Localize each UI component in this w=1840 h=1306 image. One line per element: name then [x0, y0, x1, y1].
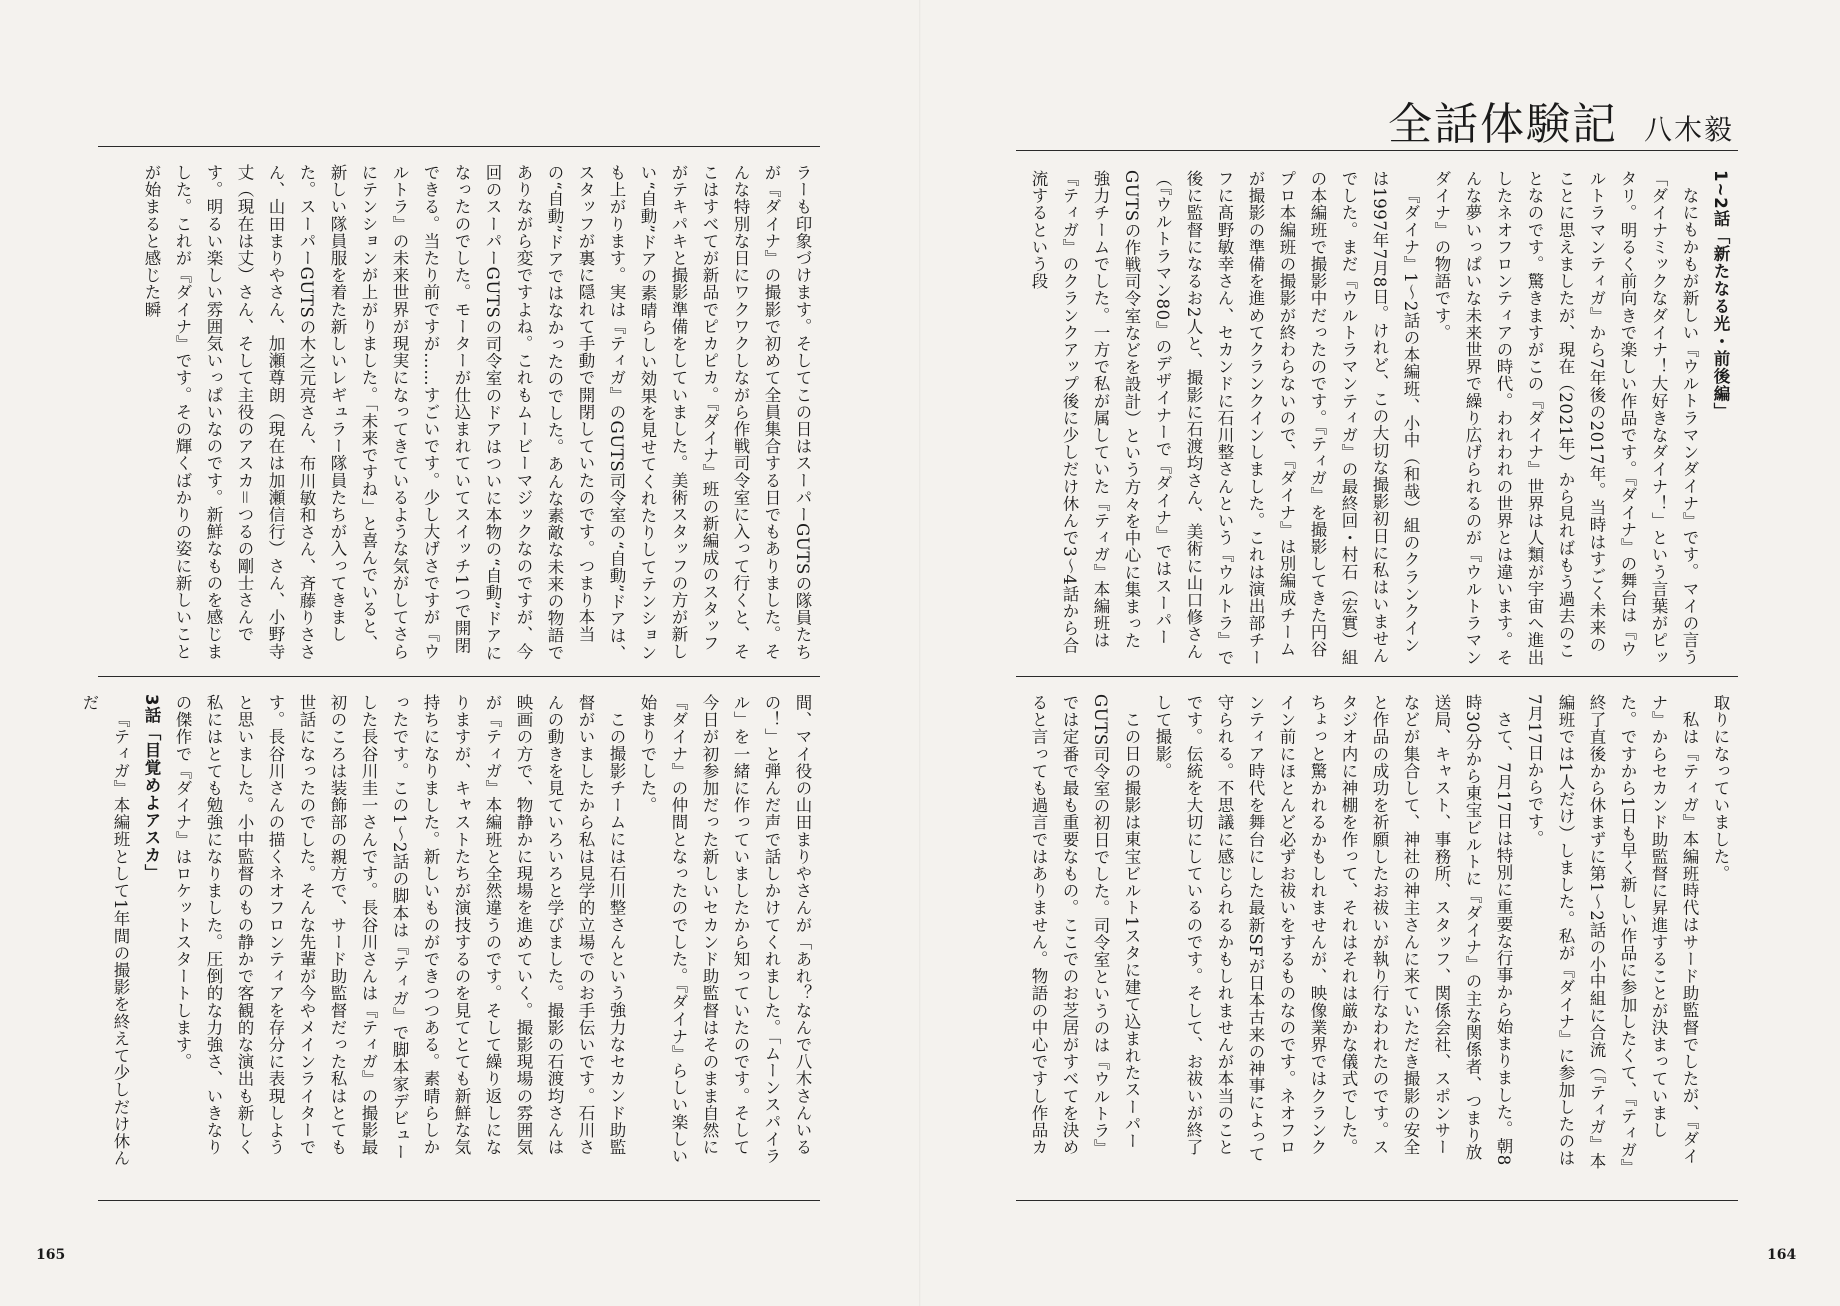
paragraph: さて、7月17日は特別に重要な行事から始まりました。朝8時30分から東宝ビルトに『ダイナ』の主な関係者、つまり放送局、キャスト、事務所、スタッフ、関係会社、スポンサーなどが集合して、神社の神主さんに来ていただき撮影の安全と作品の成功を祈願したお祓いが執り行なわれたのです。スタジオ内に神棚を作って、それはそれは厳かな儀式でした。ちょっと驚かれるかもしれませんが、映像業界ではクランクイン前にほとんど必ずお祓いをするものなのです。ネオフロンティア時代を舞台にした最新SFが日本古来の神事によって守られる。不思議に感じられるかもしれませんが本当のことです。伝統を大切にしているのです。そして、お祓いが終了して撮影。: [1153, 694, 1513, 1166]
bottom-rule-left: [98, 1200, 820, 1201]
paragraph: 私は『ティガ』本編班時代はサード助監督でしたが、『ダイナ』からセカンド助監督に昇進することが決まっていました。ですから1日も早く新しい作品に参加したくて、『ティガ』終了直後から休まずに第1〜2話の小中組に合流（『ティガ』本編班では1人だけ）しました。私が『ダイナ』に参加したのは7月17日からです。: [1525, 694, 1699, 1170]
paragraph: なにもかもが新しい『ウルトラマンダイナ』です。マイの言う「ダイナミックなダイナ！大好きなダイナ！」という言葉がピッタリ。明るく前向きで楽しい作品です。『ダイナ』の舞台は『ウルトラマンティガ』から7年後の2017年。当時はすごく未来のことに思えましたが、現在（2021年）から見ればもう過去のことなのです。驚きますがこの『ダイナ』世界は人類が宇宙へ進出したネオフロンティアの時代。われわれの世界とは違います。そんな夢いっぱいな未来世界で繰り広げられるのが『ウルトラマンダイナ』の物語です。: [1432, 170, 1699, 666]
left-lower-text: [80, 694, 818, 1170]
page-gutter: [919, 0, 921, 1306]
paragraph: ラーも印象づけます。そしてこの日はスーパーGUTSの隊員たちが『ダイナ』の撮影で初めて全員集合する日でもありました。そんな特別な日にワクワクしながら作戦司令室に入って行くと、そこはすべてが新品でピカピカ。『ダイナ』班の新編成のスタッフがテキパキと撮影準備をしていました。美術スタッフの方が新しい“自動”ドアの素晴らしい効果を見せてくれたりしてテンションも上がります。実は『ティガ』のGUTS司令室の“自動”ドアは、スタッフが裏に隠れて手動で開閉していたのです。つまり本当の“自動”ドアではなかったのでした。あんな素敵な未来の物語でありながら変ですよね。これもムービーマジックなのですが、今回のスーパーGUTSの司令室のドアはついに本物の“自動”ドアになったのでした。モーターが仕込まれていてスイッチ1つで開閉できる。当たり前ですが……すごいです。少し大げさですが『ウルトラ』の未来世界が現実になってきているような気がしてさらにテンションが上がりました。「未来ですね」と喜んでいると、新しい隊員服を着た新しいレギュラー隊員たちが入ってきました。スーパーGUTSの木之元亮さん、布川敏和さん、斉藤りささん、山田まりやさん、加瀬尊朗（現在は加瀬信行）さん、小野寺丈（現在は丈）さん、そして主役のアスカ＝つるの剛士さんです。明るい楽しい雰囲気いっぱいなのです。新鮮なものを感じました。これが『ダイナ』です。その輝くばかりの姿に新しいことが始まると感じた瞬: [142, 164, 812, 662]
title-text: 全話体験記: [1387, 99, 1618, 150]
paragraph: 間、マイ役の山田まりやさんが「あれ？なんで八木さんいるの！」と弾んだ声で話しかけてくれました。「ムーンスパイラル」を一緒に作っていましたから知っていたのです。そして今日が初参加だった新しいセカンド助監督はそのまま自然に『ダイナ』の仲間となったのでした。『ダイナ』らしい楽しい始まりでした。: [638, 694, 812, 1165]
right-upper-text: [1020, 170, 1736, 666]
right-lower-text: [1020, 694, 1736, 1170]
paragraph: 取りになっていました。: [1711, 694, 1730, 883]
left-upper-text: [100, 164, 818, 666]
page-number-left: 165: [36, 1247, 66, 1263]
author-name: 八木毅: [1643, 113, 1734, 146]
page-title: [1388, 88, 1734, 152]
paragraph: この日の撮影は東宝ビルト1スタに建て込まれたスーパーGUTS司令室の初日でした。司令室というのは『ウルトラ』では定番で最も重要なもの。ここでのお芝居がすべてを決めると言っても過言ではありません。物語の中心ですし作品カ: [1029, 694, 1141, 1157]
top-rule-left: [98, 146, 820, 147]
middle-rule-right: [1016, 676, 1738, 677]
section-heading-3: 3話「目覚めよアスカ」: [142, 694, 161, 882]
section-heading-1: 1~2話「新たなる光・前後編」: [1711, 170, 1730, 420]
paragraph: この撮影チームには石川整さんという強力なセカンド助監督がいましたから私は見学的立場でのお手伝いです。石川さんの動きを見ていろいろと学びました。撮影の石渡均さんは映画の方で、物静かに現場を進めていく。撮影現場の雰囲気が『ティガ』本編班と全然違うのです。そして繰り返しになりますが、キャストたちが演技するのを見てとても新鮮な気持ちになりました。新しいものができつつある。素晴らしかったです。この1〜2話の脚本は『ティガ』で脚本家デビューした長谷川圭一さんです。長谷川さんは『ティガ』の撮影最初のころは装飾部の親方で、サード助監督だった私はとても世話になったのでした。そんな先輩が今やメインライターです。長谷川さんの描くネオフロンティアを存分に表現しようと思いました。小中監督のもの静かで客観的な演出も新しく私にはとても勉強になりました。圧倒的な力強さ、いきなりの傑作で『ダイナ』はロケットスタートします。: [173, 694, 626, 1161]
paragraph: 『ダイナ』1〜2話の本編班、小中（和哉）組のクランクインは1997年7月8日。けれど、この大切な撮影初日に私はいませんでした。まだ『ウルトラマンティガ』の最終回・村石（宏實）組の本編班で撮影中だったのです。『ティガ』を撮影してきた円谷プロ本編班の撮影が終わらないので、『ダイナ』は別編成チームが撮影の準備を進めてクランクインしました。これは演出部チーフに髙野敏幸さん、セカンドに石川整さんという『ウルトラ』で後に監督になるお2人と、撮影に石渡均さん、美術に山口修さん（『ウルトラマン80』のデザイナーで『ダイナ』ではスーパーGUTSの作戦司令室などを設計）という方々を中心に集まった強力チームでした。一方で私が属していた『ティガ』本編班は『ティガ』のクランクアップ後に少しだけ休んで3〜4話から合流するという段: [1029, 170, 1420, 666]
bottom-rule-right: [1016, 1200, 1738, 1201]
paragraph: 『ティガ』本編班として1年間の撮影を終えて少しだけ休んだ: [80, 694, 130, 1167]
top-rule-right: [1016, 150, 1738, 151]
middle-rule-left: [98, 676, 820, 677]
page-number-right: 164: [1767, 1247, 1797, 1263]
